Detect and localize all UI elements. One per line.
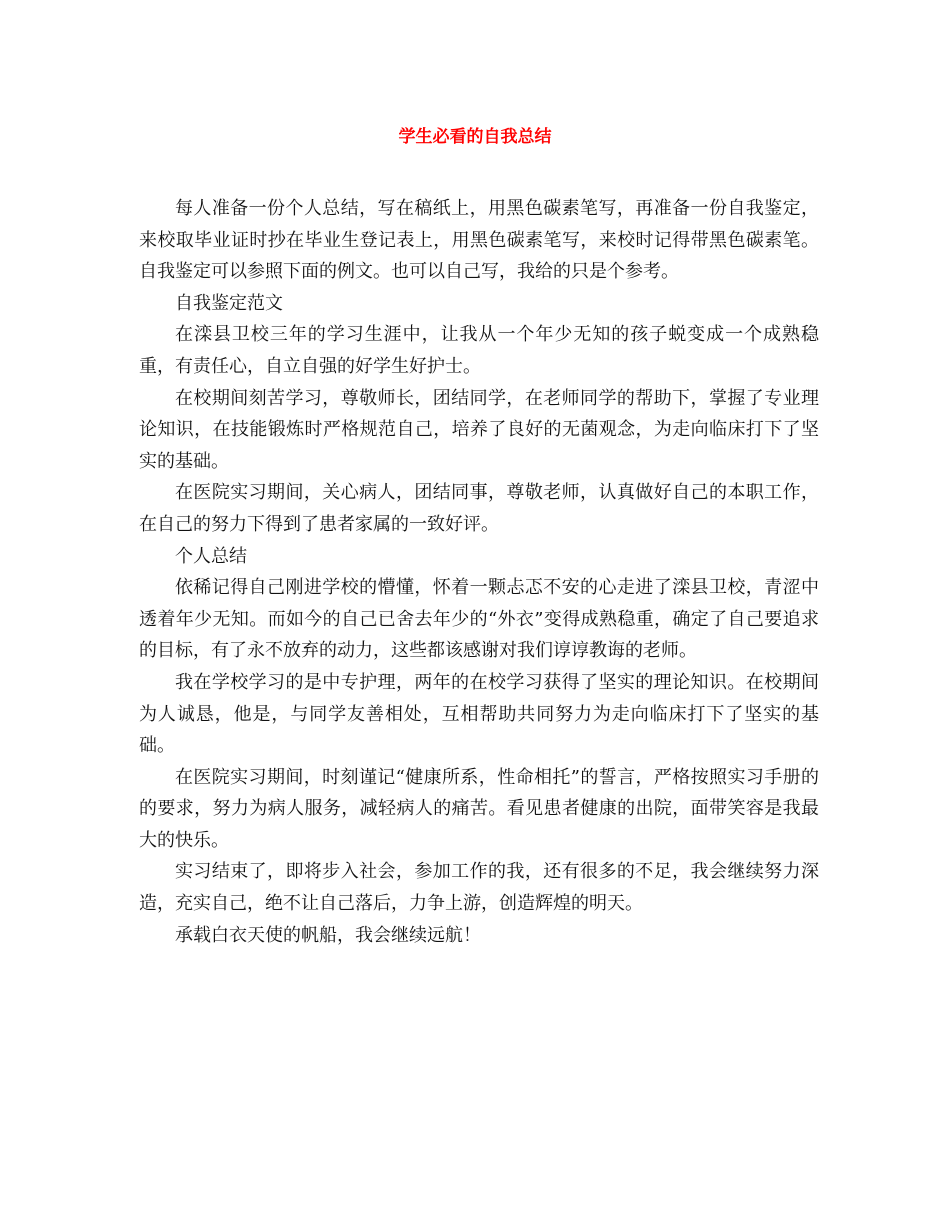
paragraph-hospital-practice: 在医院实习期间，时刻谨记“健康所系，性命相托”的誓言，严格按照实习手册的的要求，努力为病人服务，减轻病人的痛苦。看见患者健康的出院，面带笑容是我最大的快乐。 [139, 766, 819, 851]
paragraph-memories: 依稀记得自己刚进学校的懵懂，怀着一颗忐忑不安的心走进了滦县卫校，青涩中透着年少无知。而如今的自己已舍去年少的“外衣”变得成熟稳重，确定了自己要追求的目标，有了永不放弃的动力，这些都该感谢对我们谆谆教诲的老师。 [139, 577, 819, 662]
paragraph-intro: 每人准备一份个人总结，写在稿纸上，用黑色碳素笔写，再准备一份自我鉴定，来校取毕业证时抄在毕业生登记表上，用黑色碳素笔写，来校时记得带黑色碳素笔。自我鉴定可以参照下面的例文。也可以自己写，我给的只是个参考。 [139, 198, 819, 283]
paragraph-future: 实习结束了，即将步入社会，参加工作的我，还有很多的不足，我会继续努力深造，充实自己，绝不让自己落后，力争上游，创造辉煌的明天。 [139, 861, 819, 915]
document-body [139, 193, 819, 951]
heading-self-appraisal-sample: 自我鉴定范文 [175, 292, 283, 314]
paragraph-nursing-study: 我在学校学习的是中专护理，两年的在校学习获得了坚实的理论知识。在校期间为人诚恳，他是，与同学友善相处，互相帮助共同努力为走向临床打下了坚实的基础。 [139, 671, 819, 757]
paragraph-study: 在校期间刻苦学习，尊敬师长，团结同学，在老师同学的帮助下，掌握了专业理论知识，在技能锻炼时严格规范自己，培养了良好的无菌观念，为走向临床打下了坚实的基础。 [139, 387, 819, 472]
paragraph-closing: 承载白衣天使的帆船，我会继续远航！ [175, 924, 481, 946]
paragraph-school-life: 在滦县卫校三年的学习生涯中，让我从一个年少无知的孩子蜕变成一个成熟稳重，有责任心，自立自强的好学生好护士。 [139, 324, 819, 377]
document-title: 学生必看的自我总结 [398, 127, 552, 147]
paragraph-internship: 在医院实习期间，关心病人，团结同事，尊敬老师，认真做好自己的本职工作，在自己的努力下得到了患者家属的一致好评。 [139, 482, 819, 535]
heading-personal-summary: 个人总结 [175, 545, 247, 567]
